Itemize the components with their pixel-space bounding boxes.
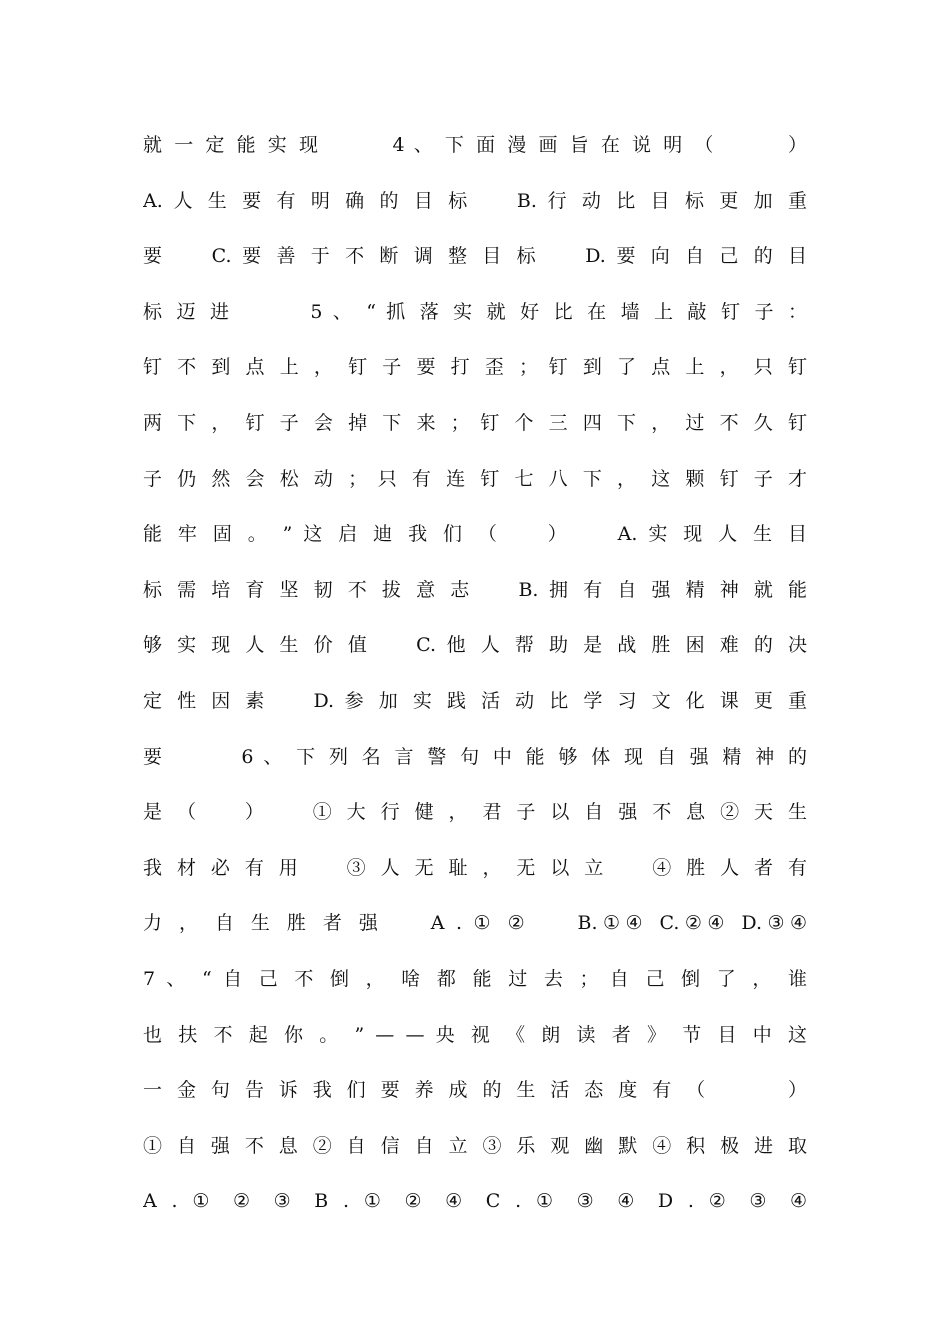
text-line: 是 （ ） ① 大 行 健 ， 君 子 以 自 强 不 息 ② 天 生 bbox=[143, 801, 807, 824]
text-line: 能 牢 固 。 ” 这 启 迪 我 们 （ ） A. 实 现 人 生 目 bbox=[143, 523, 807, 546]
text-line: 我 材 必 有 用 ③ 人 无 耻 ， 无 以 立 ④ 胜 人 者 有 bbox=[143, 856, 807, 879]
text-line: 一 金 句 告 诉 我 们 要 养 成 的 生 活 态 度 有 （ ） bbox=[143, 1079, 807, 1102]
text-line: 力 ， 自 生 胜 者 强 A . ① ② B.①④ C.②④ D.③④ bbox=[143, 912, 807, 935]
text-line: 要 C. 要 善 于 不 断 调 整 目 标 D. 要 向 自 己 的 目 bbox=[143, 245, 807, 268]
text-line: ① 自 强 不 息 ② 自 信 自 立 ③ 乐 观 幽 默 ④ 积 极 进 取 bbox=[143, 1134, 807, 1157]
text-line: 够 实 现 人 生 价 值 C. 他 人 帮 助 是 战 胜 困 难 的 决 bbox=[143, 634, 807, 657]
document-body bbox=[143, 118, 807, 1230]
text-line: 两 下 ， 钉 子 会 掉 下 来 ； 钉 个 三 四 下 ， 过 不 久 钉 bbox=[143, 411, 807, 434]
text-line: 要 6 、 下 列 名 言 警 句 中 能 够 体 现 自 强 精 神 的 bbox=[143, 745, 807, 768]
text-line: 7 、 “ 自 己 不 倒 ， 啥 都 能 过 去 ； 自 己 倒 了 ， 谁 bbox=[143, 967, 807, 990]
text-line: 定 性 因 素 D. 参 加 实 践 活 动 比 学 习 文 化 课 更 重 bbox=[143, 689, 807, 712]
text-line: 子 仍 然 会 松 动 ； 只 有 连 钉 七 八 下 ， 这 颗 钉 子 才 bbox=[143, 467, 807, 490]
text-line: 标 迈 进 5 、 “ 抓 落 实 就 好 比 在 墙 上 敲 钉 子 ： bbox=[143, 300, 807, 323]
text-line: 也 扶 不 起 你 。 ” — — 央 视 《 朗 读 者 》 节 目 中 这 bbox=[143, 1023, 807, 1046]
text-line: A . ① ② ③ B . ① ② ④ C . ① ③ ④ D . ② ③ ④ bbox=[143, 1190, 807, 1213]
text-line: 钉 不 到 点 上 ， 钉 子 要 打 歪 ； 钉 到 了 点 上 ， 只 钉 bbox=[143, 356, 807, 379]
text-line: A. 人 生 要 有 明 确 的 目 标 B. 行 动 比 目 标 更 加 重 bbox=[143, 189, 807, 212]
text-line: 就 一 定 能 实 现 4 、 下 面 漫 画 旨 在 说 明 （ ） bbox=[143, 134, 807, 156]
text-line: 标 需 培 育 坚 韧 不 拔 意 志 B. 拥 有 自 强 精 神 就 能 bbox=[143, 578, 807, 601]
